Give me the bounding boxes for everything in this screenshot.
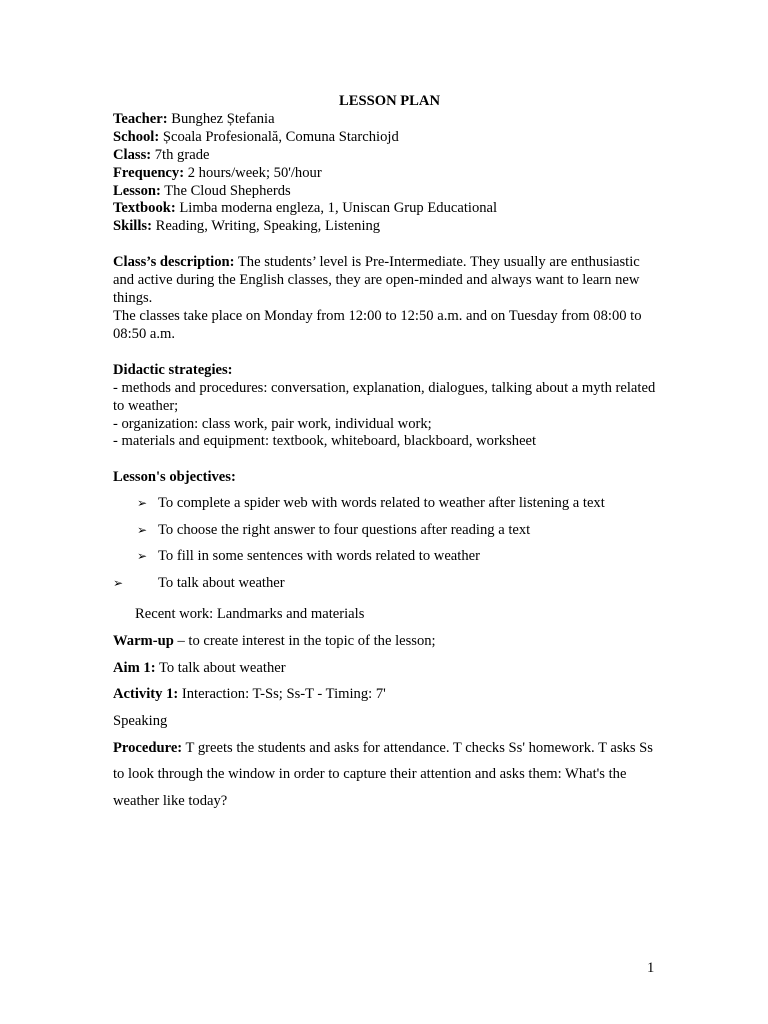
activity-1: Activity 1: Interaction: T-Ss; Ss-T - Timing: 7' <box>113 686 386 703</box>
arrow-bullet-icon: ➢ <box>113 575 124 590</box>
spacer <box>113 344 658 362</box>
class-description-label: Class’s description: <box>113 254 235 271</box>
class-description <box>113 254 658 308</box>
info-label: Textbook: <box>113 200 176 217</box>
spacer <box>113 451 658 469</box>
info-skills <box>113 218 658 236</box>
info-label: Class: <box>113 146 152 163</box>
info-label: Frequency: <box>113 164 185 181</box>
arrow-bullet-icon: ➢ <box>137 549 148 564</box>
page-number: 1 <box>647 960 655 976</box>
info-value: 2 hours/week; 50'/hour <box>184 164 322 181</box>
info-value: 7th grade <box>151 146 210 163</box>
info-teacher <box>113 111 658 129</box>
info-class <box>113 147 658 165</box>
class-description-text: The students’ level is Pre-Intermediate. They usually are enthusiastic and active during the English classes, they are open-minded and always want to learn new things. <box>113 254 640 307</box>
info-label: Skills: <box>113 218 152 235</box>
list-item <box>113 575 658 602</box>
document-body <box>113 93 658 815</box>
info-label: Lesson: <box>113 182 161 199</box>
didactic-item: - materials and equipment: textbook, whiteboard, blackboard, worksheet <box>113 433 537 450</box>
arrow-bullet-icon: ➢ <box>137 496 148 511</box>
arrow-bullet-icon: ➢ <box>137 522 148 537</box>
list-item <box>113 548 658 575</box>
didactic-heading: Didactic strategies: <box>113 361 233 378</box>
list-item <box>113 495 658 522</box>
objectives-heading: Lesson's objectives: <box>113 469 236 486</box>
page-title: LESSON PLAN <box>339 93 440 109</box>
info-label: School: <box>113 128 160 145</box>
class-schedule: The classes take place on Monday from 12:00 to 12:50 a.m. and on Tuesday from 08:00 to 08:50 a.m. <box>113 307 642 342</box>
warm-up: Warm-up – to create interest in the topic of the lesson; <box>113 632 436 649</box>
info-value: Reading, Writing, Speaking, Listening <box>151 218 381 235</box>
info-lesson <box>113 183 658 201</box>
info-value: Școala Profesională, Comuna Starchiojd <box>159 128 399 145</box>
didactic-item: - methods and procedures: conversation, explanation, dialogues, talking about a myth related to weather; <box>113 379 656 414</box>
procedure: Procedure: T greets the students and asks for attendance. T checks Ss' homework. T asks Ss to look through the window in order to capture their attention and asks them: What's the weather like today? <box>113 739 653 810</box>
aim-1: Aim 1: To talk about weather <box>113 659 286 676</box>
list-item <box>113 522 658 549</box>
didactic-item: - organization: class work, pair work, individual work; <box>113 415 432 432</box>
objective-text: To choose the right answer to four questions after reading a text <box>158 521 531 538</box>
objective-text: To complete a spider web with words related to weather after listening a text <box>158 495 605 512</box>
objectives-list <box>113 495 658 601</box>
skill-label: Speaking <box>113 713 168 730</box>
objective-text: To fill in some sentences with words related to weather <box>158 548 480 565</box>
recent-work: Recent work: Landmarks and materials <box>135 606 365 623</box>
info-value: The Cloud Shepherds <box>160 182 291 199</box>
spacer <box>113 236 658 254</box>
info-frequency <box>113 165 658 183</box>
info-school <box>113 129 658 147</box>
info-label: Teacher: <box>113 110 168 127</box>
info-textbook <box>113 200 658 218</box>
info-value: Limba moderna engleza, 1, Uniscan Grup Educational <box>175 200 498 217</box>
objective-text: To talk about weather <box>158 574 285 591</box>
info-value: Bunghez Ștefania <box>167 110 275 127</box>
